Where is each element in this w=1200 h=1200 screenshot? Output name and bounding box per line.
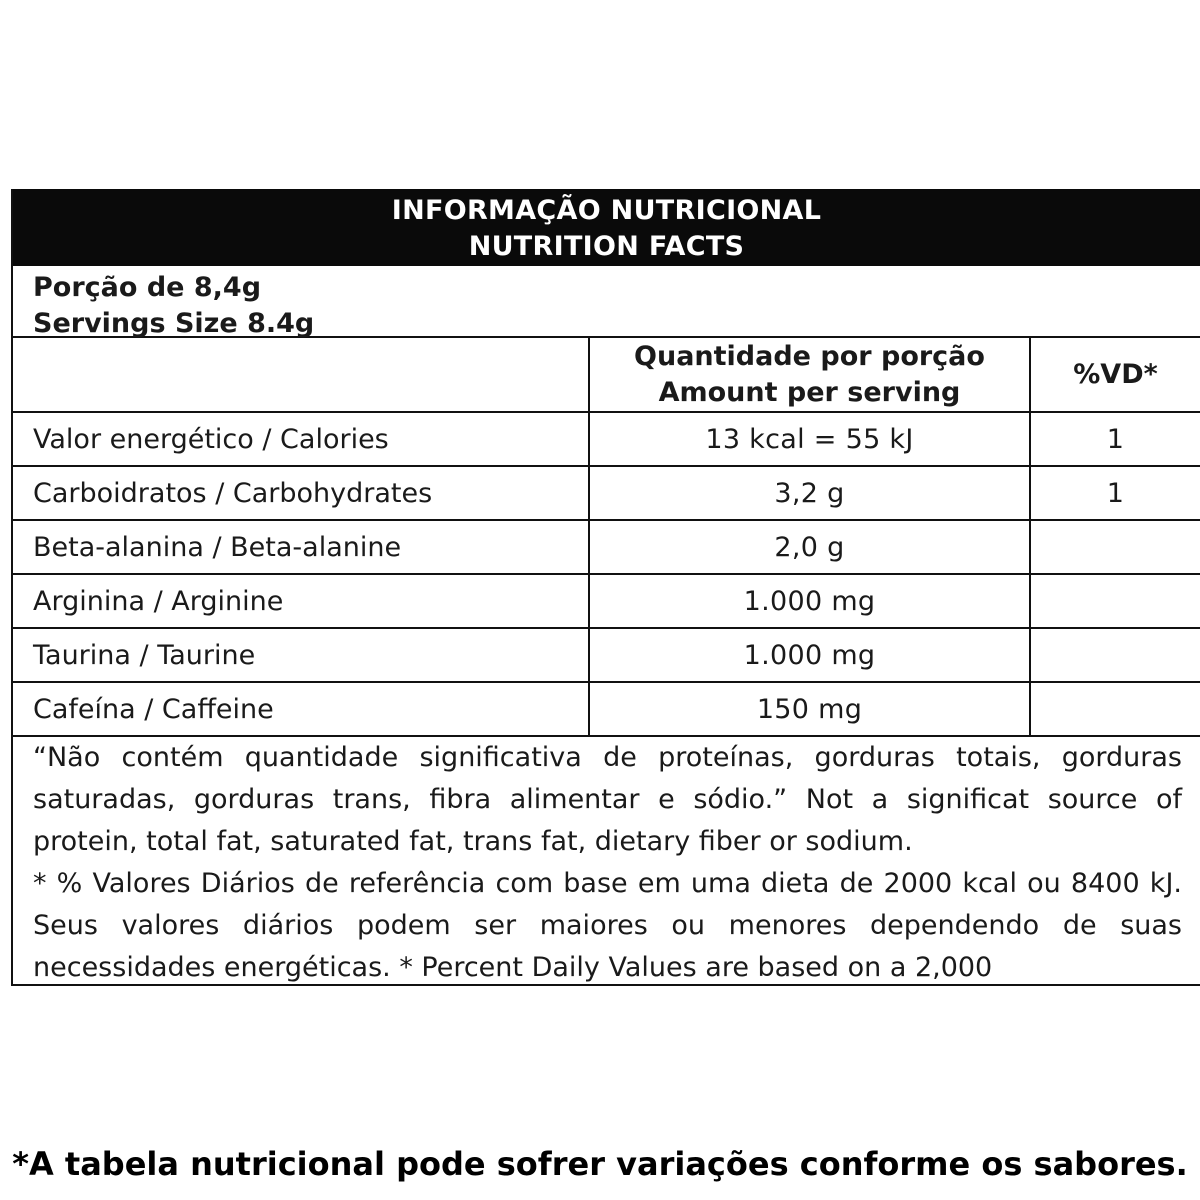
- header-dv-cell: %VD*: [1030, 338, 1200, 412]
- flavor-disclaimer: *A tabela nutricional pode sofrer variações conforme os sabores.: [12, 1145, 1188, 1183]
- nutrient-amount: 1.000 mg: [589, 574, 1030, 628]
- footnote: [13, 737, 1200, 983]
- nutrient-name: Cafeína / Caffeine: [13, 682, 589, 736]
- serving-line-pt: Porção de 8,4g: [33, 272, 262, 303]
- nutrient-name: Valor energético / Calories: [13, 412, 589, 466]
- table-row: [13, 628, 1200, 682]
- header-title-pt: INFORMAÇÃO NUTRICIONAL: [391, 195, 822, 226]
- serving-line-en: Servings Size 8.4g: [33, 308, 315, 339]
- amount-header-en: Amount per serving: [658, 376, 961, 408]
- footnote-daily-values: * % Valores Diários de referência com base em uma dieta de 2000 kcal ou 8400 kJ. Seus valores diários podem ser maiores ou menores dependendo de suas necessidades energéticas. * Percent Daily Values are based on a 2,000: [33, 868, 1182, 983]
- nutrient-amount: 1.000 mg: [589, 628, 1030, 682]
- footnote-not-significant: “Não contém quantidade significativa de proteínas, gorduras totais, gorduras saturadas, gorduras trans, fibra alimentar e sódio.” Not a significat source of protein, total fat, saturated fat, trans fat, dietary fiber or sodium.: [33, 742, 1182, 857]
- nutrition-table: [13, 338, 1200, 737]
- nutrient-amount: 13 kcal = 55 kJ: [589, 412, 1030, 466]
- nutrient-name: Arginina / Arginine: [13, 574, 589, 628]
- table-row: [13, 574, 1200, 628]
- header-title-en: NUTRITION FACTS: [468, 231, 745, 262]
- nutrient-name: Taurina / Taurine: [13, 628, 589, 682]
- nutrient-amount: 3,2 g: [589, 466, 1030, 520]
- table-row: [13, 412, 1200, 466]
- header-amount-cell: [589, 338, 1030, 412]
- nutrient-amount: 150 mg: [589, 682, 1030, 736]
- panel-header: [13, 189, 1200, 266]
- serving-size: [13, 266, 1200, 338]
- table-row: [13, 682, 1200, 736]
- nutrient-name: Beta-alanina / Beta-alanine: [13, 520, 589, 574]
- nutrition-facts-panel: [11, 189, 1200, 986]
- nutrient-dv: [1030, 682, 1200, 736]
- nutrient-dv: [1030, 520, 1200, 574]
- table-row: [13, 520, 1200, 574]
- nutrient-dv: [1030, 628, 1200, 682]
- table-header-row: [13, 338, 1200, 412]
- table-row: [13, 466, 1200, 520]
- nutrient-dv: 1: [1030, 466, 1200, 520]
- nutrient-name: Carboidratos / Carbohydrates: [13, 466, 589, 520]
- amount-header-pt: Quantidade por porção: [634, 340, 985, 372]
- nutrient-amount: 2,0 g: [589, 520, 1030, 574]
- nutrient-dv: [1030, 574, 1200, 628]
- nutrient-dv: 1: [1030, 412, 1200, 466]
- header-empty-cell: [13, 338, 589, 412]
